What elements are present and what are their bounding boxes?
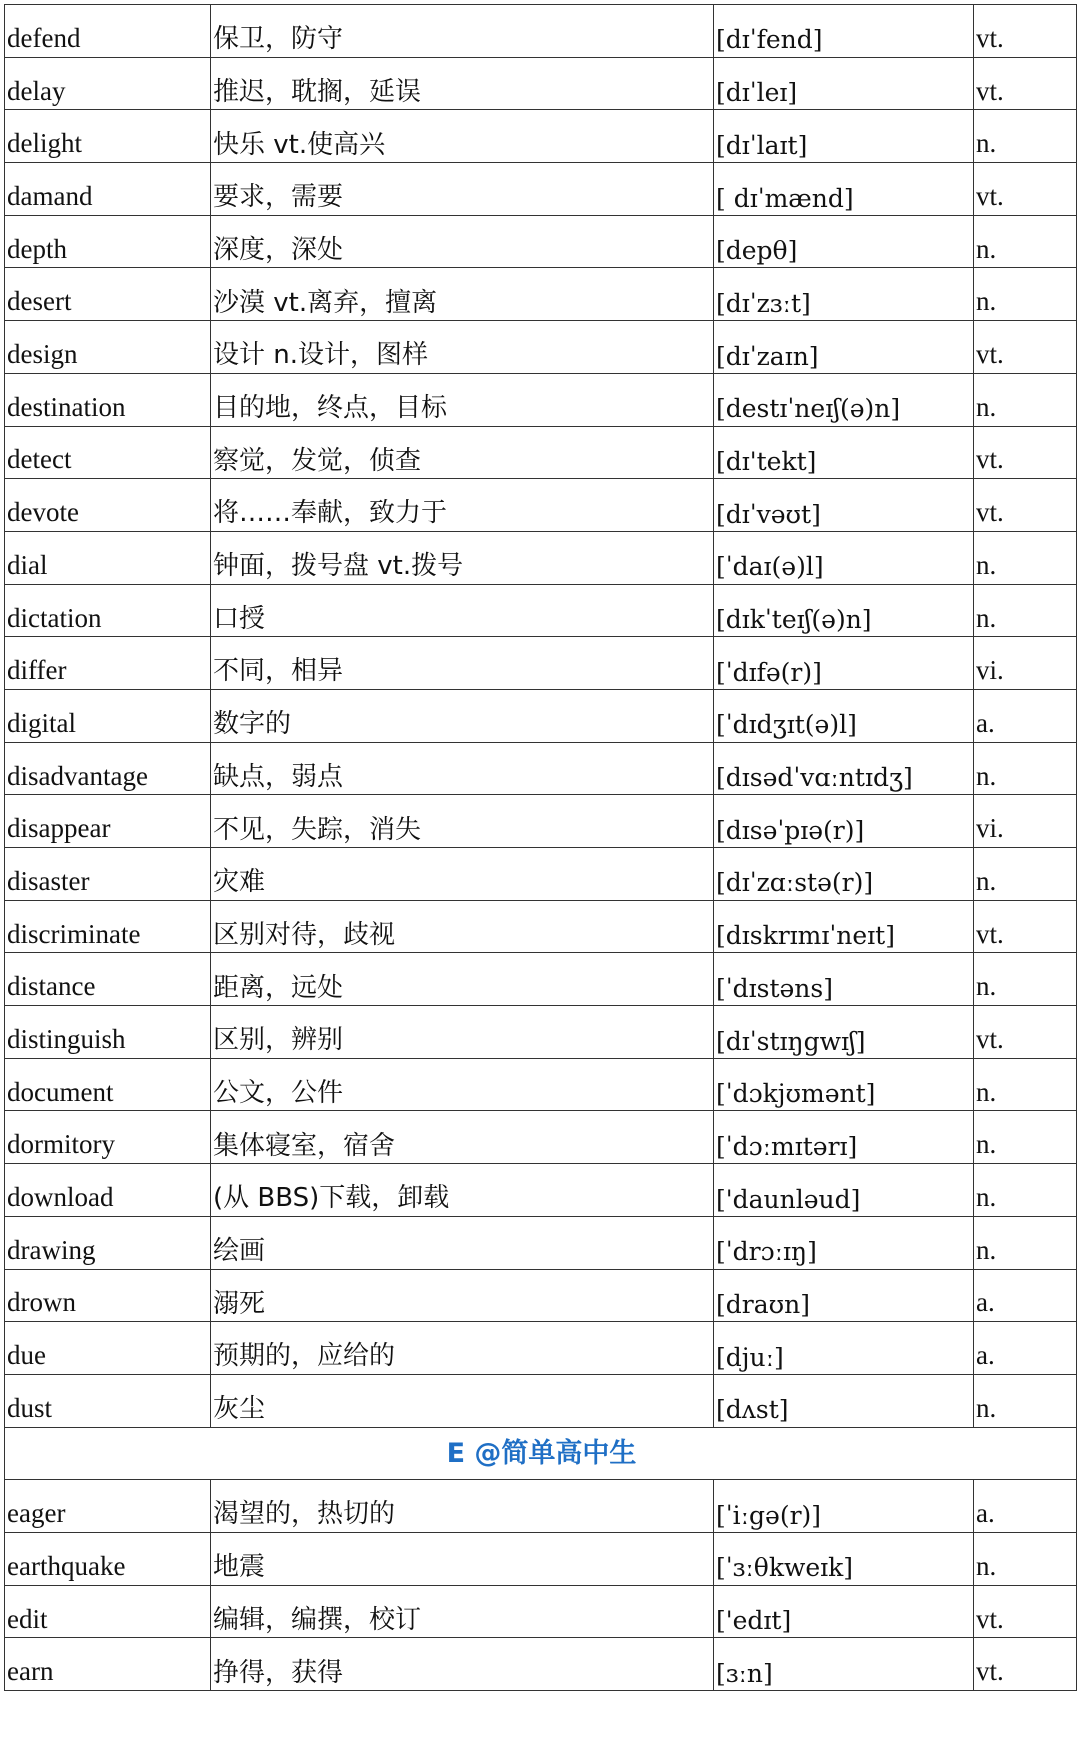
part-of-speech-cell-text: n. — [976, 971, 997, 1002]
phonetic-cell — [714, 1111, 974, 1164]
meaning-cell — [211, 1006, 714, 1059]
phonetic-cell-text: [ˈdaɪ(ə)l] — [716, 552, 824, 582]
part-of-speech-cell-text: vi. — [976, 655, 1004, 686]
part-of-speech-cell — [974, 689, 1077, 742]
table-row — [5, 110, 1077, 163]
word-cell — [5, 373, 211, 426]
part-of-speech-cell-text: vi. — [976, 813, 1004, 844]
table-row — [5, 1216, 1077, 1269]
phonetic-cell — [714, 848, 974, 901]
meaning-cell-text: 绘画 — [213, 1236, 266, 1266]
meaning-cell — [211, 1269, 714, 1322]
word-cell-text: distinguish — [7, 1024, 126, 1054]
table-row — [5, 268, 1077, 321]
meaning-cell — [211, 848, 714, 901]
phonetic-cell-text: [ɜːn] — [716, 1658, 773, 1688]
phonetic-cell — [714, 1480, 974, 1533]
phonetic-cell — [714, 57, 974, 110]
meaning-cell-text: 溺死 — [213, 1288, 266, 1319]
phonetic-cell-text: [ˈɜːθkweɪk] — [716, 1553, 854, 1583]
meaning-cell-text: 渴望的，热切的 — [213, 1499, 396, 1530]
meaning-cell — [211, 321, 714, 374]
meaning-cell-text: 将……奉献，致力于 — [213, 498, 448, 529]
meaning-cell — [211, 953, 714, 1006]
meaning-cell-text: 深度，深处 — [213, 234, 344, 265]
meaning-cell-text: 设计 n.设计，图样 — [213, 340, 429, 371]
phonetic-cell-text: [ˈdɪdʒɪt(ə)l] — [716, 710, 857, 740]
phonetic-cell-text: [dɪˈzɑːstə(r)] — [716, 868, 874, 898]
word-cell — [5, 1006, 211, 1059]
part-of-speech-cell-text: n. — [976, 1182, 997, 1213]
table-row — [5, 163, 1077, 216]
phonetic-cell — [714, 110, 974, 163]
part-of-speech-cell-text: n. — [976, 128, 997, 159]
phonetic-cell-text: [dɪ'tekt] — [716, 446, 817, 476]
table-row — [5, 1585, 1077, 1638]
word-cell — [5, 1374, 211, 1427]
phonetic-cell — [714, 1269, 974, 1322]
table-row — [5, 1322, 1077, 1375]
word-cell-text: dictation — [7, 602, 102, 633]
part-of-speech-cell — [974, 795, 1077, 848]
part-of-speech-cell-text: vt. — [976, 444, 1004, 475]
meaning-cell — [211, 742, 714, 795]
phonetic-cell-text: [destɪˈneɪʃ(ə)n] — [716, 394, 901, 424]
part-of-speech-cell-text: vt. — [976, 918, 1004, 949]
table-row — [5, 215, 1077, 268]
part-of-speech-cell — [974, 57, 1077, 110]
meaning-cell-text: 保卫，防守 — [213, 24, 344, 55]
word-cell — [5, 900, 211, 953]
word-cell — [5, 215, 211, 268]
phonetic-cell-text: [ˈdɪstəns] — [716, 973, 833, 1003]
meaning-cell — [211, 1058, 714, 1111]
section-header-row — [5, 1427, 1077, 1480]
meaning-cell — [211, 57, 714, 110]
part-of-speech-cell — [974, 373, 1077, 426]
part-of-speech-cell-text: n. — [976, 1076, 997, 1107]
word-cell — [5, 1480, 211, 1533]
word-cell — [5, 1058, 211, 1111]
part-of-speech-cell — [974, 1374, 1077, 1427]
phonetic-cell — [714, 1164, 974, 1217]
part-of-speech-cell-text: vt. — [976, 1603, 1004, 1634]
meaning-cell-text: 钟面，拨号盘 vt.拨号 — [213, 551, 464, 582]
meaning-cell — [211, 110, 714, 163]
part-of-speech-cell-text: n. — [976, 865, 997, 896]
meaning-cell — [211, 1164, 714, 1217]
meaning-cell-text: 要求，需要 — [213, 182, 344, 213]
part-of-speech-cell-text: vt. — [976, 339, 1004, 370]
part-of-speech-cell-text: vt. — [976, 181, 1004, 211]
meaning-cell-text: 距离，远处 — [213, 972, 344, 1003]
part-of-speech-cell — [974, 1216, 1077, 1269]
phonetic-cell — [714, 900, 974, 953]
word-cell-text: dormitory — [7, 1129, 115, 1160]
meaning-cell-text: 察觉，发觉，侦查 — [213, 445, 422, 476]
meaning-cell-text: (从 BBS)下载，卸载 — [213, 1183, 450, 1214]
phonetic-cell — [714, 1322, 974, 1375]
meaning-cell — [211, 1216, 714, 1269]
phonetic-cell — [714, 1585, 974, 1638]
table-row — [5, 689, 1077, 742]
part-of-speech-cell — [974, 479, 1077, 532]
table-row — [5, 900, 1077, 953]
part-of-speech-cell — [974, 1269, 1077, 1322]
meaning-cell-text: 地震 — [213, 1552, 266, 1583]
meaning-cell — [211, 1480, 714, 1533]
word-cell-text: disappear — [7, 813, 111, 844]
table-row — [5, 321, 1077, 374]
phonetic-cell-text: [dɪˈleɪ] — [716, 78, 798, 108]
part-of-speech-cell — [974, 1480, 1077, 1533]
word-cell-text: destination — [7, 391, 126, 422]
phonetic-cell — [714, 689, 974, 742]
part-of-speech-cell — [974, 5, 1077, 58]
meaning-cell-text: 不同，相异 — [213, 656, 344, 687]
phonetic-cell-text: [ˈdɔːmɪtərɪ] — [716, 1131, 858, 1161]
part-of-speech-cell-text: n. — [976, 1234, 997, 1265]
phonetic-cell — [714, 1638, 974, 1691]
table-row — [5, 637, 1077, 690]
part-of-speech-cell — [974, 848, 1077, 901]
word-cell — [5, 531, 211, 584]
word-cell-text: eager — [7, 1498, 66, 1529]
word-cell — [5, 1532, 211, 1585]
word-cell-text: earthquake — [7, 1550, 126, 1581]
phonetic-cell-text: [depθ] — [716, 236, 798, 266]
meaning-cell-text: 预期的，应给的 — [213, 1341, 396, 1372]
table-row — [5, 1638, 1077, 1691]
phonetic-cell — [714, 268, 974, 321]
part-of-speech-cell — [974, 637, 1077, 690]
phonetic-cell-text: [dʌst] — [716, 1395, 789, 1425]
part-of-speech-cell — [974, 163, 1077, 216]
part-of-speech-cell-text: n. — [976, 549, 997, 580]
word-cell-text: dial — [7, 549, 48, 580]
part-of-speech-cell — [974, 1111, 1077, 1164]
word-cell — [5, 110, 211, 163]
part-of-speech-cell — [974, 742, 1077, 795]
word-cell — [5, 1269, 211, 1322]
word-cell — [5, 321, 211, 374]
phonetic-cell — [714, 1216, 974, 1269]
part-of-speech-cell-text: n. — [976, 286, 997, 317]
word-cell-text: edit — [7, 1603, 48, 1634]
part-of-speech-cell — [974, 584, 1077, 637]
phonetic-cell — [714, 1374, 974, 1427]
phonetic-cell — [714, 163, 974, 216]
word-cell — [5, 1216, 211, 1269]
phonetic-cell-text: [ dɪˈmænd] — [716, 183, 854, 213]
word-cell-text: devote — [7, 497, 79, 528]
word-cell — [5, 637, 211, 690]
word-cell — [5, 584, 211, 637]
part-of-speech-cell-text: vt. — [976, 22, 1004, 53]
word-cell-text: drown — [7, 1287, 76, 1318]
part-of-speech-cell-text: n. — [976, 1550, 997, 1581]
part-of-speech-cell — [974, 110, 1077, 163]
meaning-cell-text: 沙漠 vt.离弃，擅离 — [213, 287, 438, 318]
part-of-speech-cell-text: a. — [976, 1287, 995, 1318]
word-cell — [5, 268, 211, 321]
part-of-speech-cell-text: vt. — [976, 75, 1004, 106]
phonetic-cell — [714, 953, 974, 1006]
word-cell-text: disaster — [7, 865, 90, 896]
word-cell — [5, 1585, 211, 1638]
phonetic-cell — [714, 1532, 974, 1585]
meaning-cell-text: 挣得，获得 — [213, 1657, 344, 1688]
phonetic-cell — [714, 637, 974, 690]
phonetic-cell — [714, 531, 974, 584]
table-row — [5, 373, 1077, 426]
part-of-speech-cell — [974, 531, 1077, 584]
phonetic-cell-text: [ˈdɔkjʊmənt] — [716, 1079, 876, 1109]
meaning-cell-text: 区别，辨别 — [213, 1025, 344, 1056]
phonetic-cell-text: [dɪskrɪmɪˈneɪt] — [716, 921, 895, 951]
word-cell — [5, 953, 211, 1006]
vocabulary-table — [4, 4, 1077, 1691]
word-cell — [5, 795, 211, 848]
meaning-cell-text: 不见，失踪，消失 — [213, 814, 422, 845]
word-cell — [5, 1322, 211, 1375]
word-cell — [5, 848, 211, 901]
word-cell-text: dust — [7, 1392, 53, 1423]
meaning-cell — [211, 584, 714, 637]
word-cell-text: damand — [7, 181, 93, 211]
meaning-cell-text: 快乐 vt.使高兴 — [213, 129, 386, 160]
part-of-speech-cell — [974, 426, 1077, 479]
phonetic-cell — [714, 479, 974, 532]
word-cell-text: document — [7, 1076, 114, 1107]
word-cell — [5, 57, 211, 110]
meaning-cell — [211, 1532, 714, 1585]
part-of-speech-cell — [974, 268, 1077, 321]
meaning-cell-text: 编辑，编撰，校订 — [213, 1604, 422, 1635]
part-of-speech-cell-text: vt. — [976, 1024, 1004, 1054]
meaning-cell — [211, 1322, 714, 1375]
meaning-cell-text: 灾难 — [213, 867, 266, 898]
part-of-speech-cell-text: n. — [976, 760, 997, 791]
meaning-cell-text: 目的地，终点，目标 — [213, 393, 448, 423]
meaning-cell — [211, 637, 714, 690]
phonetic-cell-text: [dɪˈstɪŋgwɪʃ] — [716, 1026, 866, 1056]
word-cell — [5, 1164, 211, 1217]
table-row — [5, 1374, 1077, 1427]
table-row — [5, 531, 1077, 584]
word-cell-text: due — [7, 1340, 46, 1371]
table-row — [5, 479, 1077, 532]
phonetic-cell-text: [dɪˈlaɪt] — [716, 130, 808, 160]
meaning-cell — [211, 5, 714, 58]
table-row — [5, 742, 1077, 795]
word-cell-text: download — [7, 1182, 114, 1213]
table-row — [5, 1164, 1077, 1217]
word-cell — [5, 742, 211, 795]
meaning-cell-text: 数字的 — [213, 709, 292, 740]
table-row — [5, 953, 1077, 1006]
part-of-speech-cell — [974, 1322, 1077, 1375]
part-of-speech-cell — [974, 953, 1077, 1006]
meaning-cell — [211, 426, 714, 479]
phonetic-cell-text: [ˈiːgə(r)] — [716, 1500, 822, 1530]
part-of-speech-cell — [974, 1638, 1077, 1691]
part-of-speech-cell — [974, 1532, 1077, 1585]
table-row — [5, 57, 1077, 110]
word-cell-text: distance — [7, 971, 96, 1002]
phonetic-cell-text: [dɪsəˈpɪə(r)] — [716, 815, 865, 845]
table-row — [5, 1058, 1077, 1111]
phonetic-cell — [714, 373, 974, 426]
meaning-cell-text: 灰尘 — [213, 1394, 266, 1425]
meaning-cell-text: 缺点，弱点 — [213, 761, 344, 792]
part-of-speech-cell-text: n. — [976, 1129, 997, 1160]
phonetic-cell-text: [draʊn] — [716, 1289, 810, 1319]
part-of-speech-cell — [974, 1006, 1077, 1059]
table-row — [5, 1111, 1077, 1164]
meaning-cell-text: 推迟，耽搁，延误 — [213, 76, 422, 107]
meaning-cell — [211, 1374, 714, 1427]
word-cell-text: defend — [7, 22, 81, 53]
part-of-speech-cell-text: n. — [976, 391, 997, 422]
meaning-cell — [211, 531, 714, 584]
part-of-speech-cell — [974, 900, 1077, 953]
phonetic-cell — [714, 584, 974, 637]
phonetic-cell — [714, 742, 974, 795]
word-cell-text: digital — [7, 707, 76, 738]
word-cell-text: delight — [7, 128, 82, 159]
phonetic-cell-text: [dɪkˈteɪʃ(ə)n] — [716, 605, 872, 634]
meaning-cell — [211, 268, 714, 321]
phonetic-cell — [714, 321, 974, 374]
part-of-speech-cell — [974, 1058, 1077, 1111]
part-of-speech-cell-text: n. — [976, 233, 997, 264]
phonetic-cell — [714, 215, 974, 268]
phonetic-cell-text: [dɪˈzɜːt] — [716, 288, 811, 318]
phonetic-cell-text: [dɪˈfend] — [716, 25, 823, 55]
meaning-cell — [211, 689, 714, 742]
table-row — [5, 584, 1077, 637]
phonetic-cell-text: [dɪˈzaɪn] — [716, 341, 819, 371]
meaning-cell — [211, 215, 714, 268]
table-row — [5, 848, 1077, 901]
phonetic-cell-text: ['edɪt] — [716, 1606, 792, 1636]
table-row — [5, 1480, 1077, 1533]
word-cell-text: detect — [7, 444, 72, 475]
table-row — [5, 5, 1077, 58]
meaning-cell — [211, 163, 714, 216]
meaning-cell-text: 口授 — [213, 603, 266, 634]
phonetic-cell-text: ['daunləud] — [716, 1184, 861, 1214]
word-cell — [5, 689, 211, 742]
word-cell-text: depth — [7, 233, 67, 264]
meaning-cell — [211, 373, 714, 426]
phonetic-cell — [714, 1058, 974, 1111]
word-cell-text: differ — [7, 655, 67, 686]
part-of-speech-cell — [974, 1585, 1077, 1638]
phonetic-cell — [714, 1006, 974, 1059]
table-row — [5, 1006, 1077, 1059]
word-cell — [5, 1638, 211, 1691]
word-cell-text: earn — [7, 1656, 54, 1687]
table-row — [5, 1269, 1077, 1322]
part-of-speech-cell-text: vt. — [976, 497, 1004, 528]
meaning-cell — [211, 479, 714, 532]
part-of-speech-cell — [974, 1164, 1077, 1217]
word-cell — [5, 163, 211, 216]
part-of-speech-cell-text: a. — [976, 707, 995, 738]
vocabulary-table-body — [5, 5, 1077, 1691]
meaning-cell — [211, 1638, 714, 1691]
part-of-speech-cell-text: n. — [976, 1392, 997, 1423]
word-cell — [5, 479, 211, 532]
word-cell-text: delay — [7, 75, 66, 106]
phonetic-cell-text: [dɪˈvəʊt] — [716, 499, 821, 529]
word-cell-text: disadvantage — [7, 760, 148, 791]
part-of-speech-cell — [974, 215, 1077, 268]
word-cell — [5, 1111, 211, 1164]
table-row — [5, 426, 1077, 479]
section-header: E @简单高中生 — [5, 1427, 1077, 1480]
meaning-cell — [211, 900, 714, 953]
phonetic-cell-text: [ˈdɪfə(r)] — [716, 657, 822, 687]
word-cell — [5, 426, 211, 479]
part-of-speech-cell — [974, 321, 1077, 374]
word-cell-text: design — [7, 339, 78, 370]
phonetic-cell-text: [ˈdrɔːɪŋ] — [716, 1237, 817, 1267]
word-cell — [5, 5, 211, 58]
meaning-cell-text: 集体寝室，宿舍 — [213, 1130, 396, 1161]
phonetic-cell — [714, 426, 974, 479]
word-cell-text: drawing — [7, 1234, 96, 1265]
table-row — [5, 1532, 1077, 1585]
meaning-cell — [211, 1111, 714, 1164]
part-of-speech-cell-text: a. — [976, 1340, 995, 1371]
word-cell-text: desert — [7, 286, 72, 317]
word-cell-text: discriminate — [7, 918, 141, 949]
meaning-cell — [211, 1585, 714, 1638]
phonetic-cell-text: [djuː] — [716, 1342, 784, 1372]
phonetic-cell-text: [dɪsədˈvɑːntɪdʒ] — [716, 763, 913, 793]
meaning-cell-text: 区别对待，歧视 — [213, 919, 396, 950]
part-of-speech-cell-text: vt. — [976, 1656, 1004, 1687]
table-row — [5, 795, 1077, 848]
phonetic-cell — [714, 795, 974, 848]
meaning-cell-text: 公文，公件 — [213, 1077, 344, 1108]
part-of-speech-cell-text: a. — [976, 1498, 995, 1529]
phonetic-cell — [714, 5, 974, 58]
meaning-cell — [211, 795, 714, 848]
part-of-speech-cell-text: n. — [976, 602, 997, 633]
